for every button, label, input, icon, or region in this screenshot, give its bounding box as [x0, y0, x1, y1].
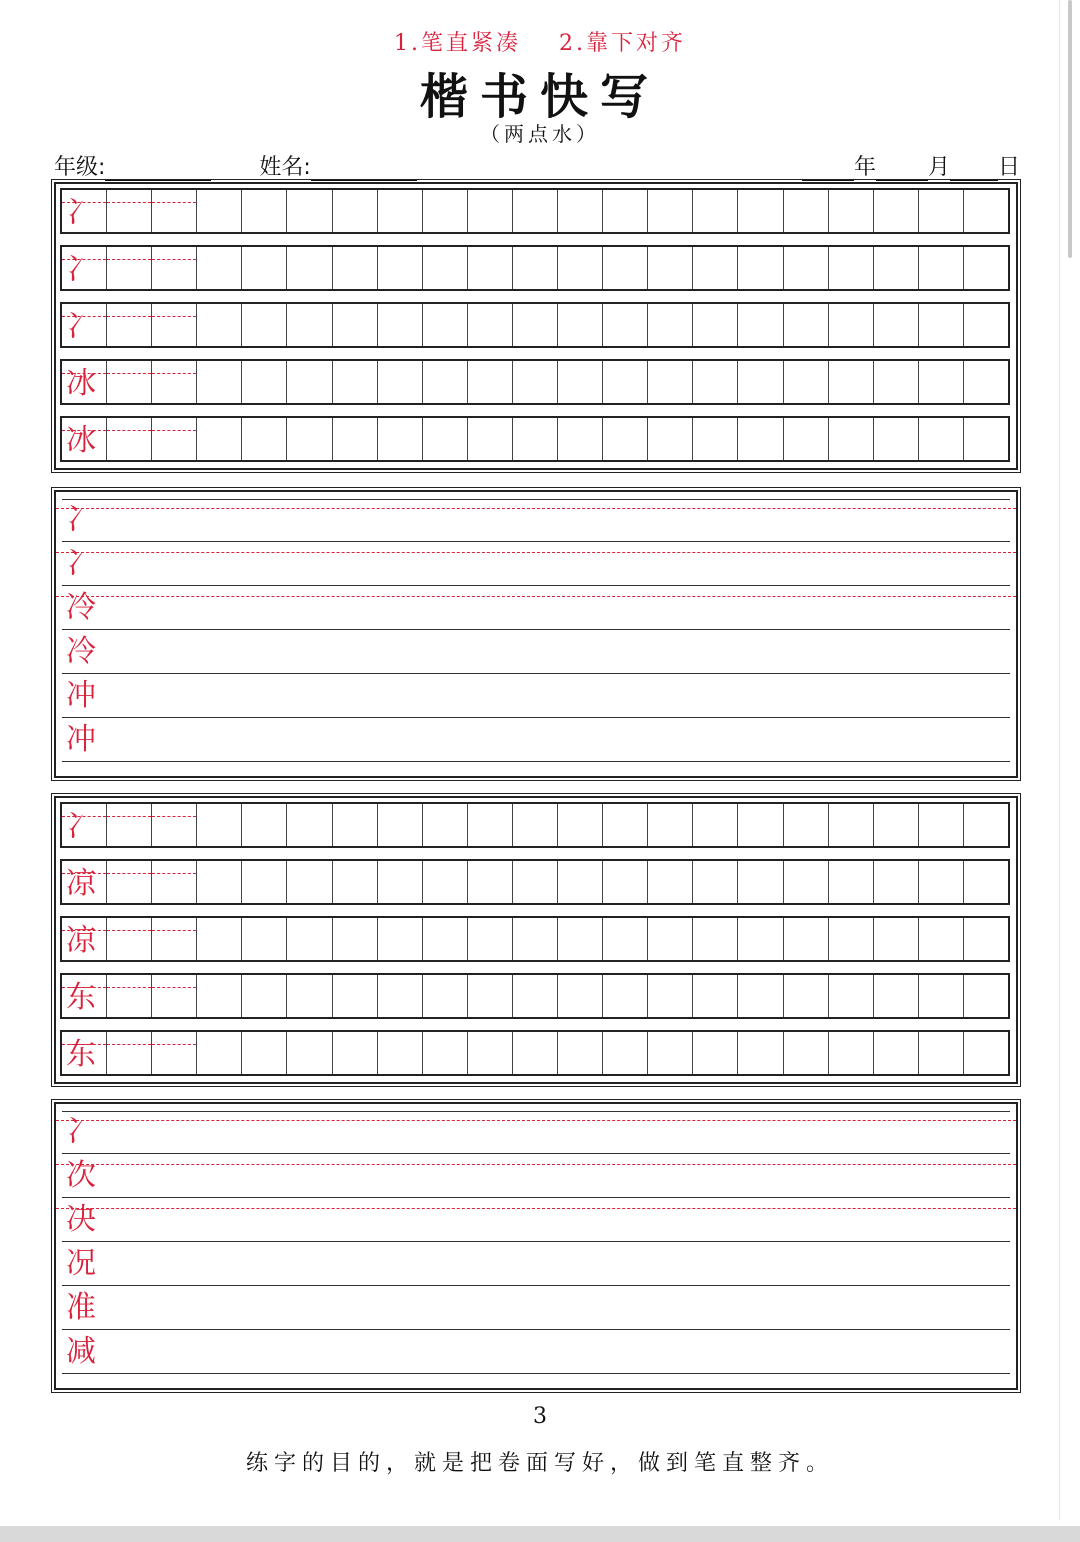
- tip-2: 2.靠下对齐: [559, 31, 686, 56]
- practice-cell[interactable]: [964, 361, 1008, 403]
- grid-row: [60, 245, 1010, 291]
- model-character: 次: [66, 1158, 96, 1193]
- writing-line[interactable]: [62, 1286, 1010, 1330]
- model-character: 冫: [66, 546, 96, 581]
- practice-cell[interactable]: [648, 190, 693, 232]
- practice-cell[interactable]: [693, 418, 738, 460]
- practice-cell[interactable]: [558, 418, 603, 460]
- year-field[interactable]: [802, 159, 854, 181]
- practice-cell[interactable]: [468, 247, 513, 289]
- practice-cell[interactable]: [333, 975, 378, 1017]
- day-field[interactable]: [950, 159, 998, 181]
- practice-cell[interactable]: [558, 918, 603, 960]
- practice-cell[interactable]: [603, 918, 648, 960]
- model-character: 减: [66, 1334, 96, 1369]
- practice-cell[interactable]: [333, 418, 378, 460]
- practice-cell[interactable]: [107, 861, 152, 903]
- practice-cell[interactable]: [197, 861, 242, 903]
- practice-cell[interactable]: [738, 918, 783, 960]
- practice-cell[interactable]: [242, 861, 287, 903]
- practice-cell[interactable]: [152, 861, 197, 903]
- guide-dash: [56, 1164, 1016, 1165]
- practice-cell[interactable]: [333, 861, 378, 903]
- practice-cell[interactable]: [603, 418, 648, 460]
- practice-cell[interactable]: [242, 247, 287, 289]
- model-character: 冷: [66, 590, 96, 625]
- model-character: 准: [66, 1290, 96, 1325]
- practice-cell[interactable]: [62, 861, 107, 903]
- practice-cell[interactable]: [152, 304, 197, 346]
- practice-cell[interactable]: [603, 304, 648, 346]
- practice-cell[interactable]: [648, 918, 693, 960]
- bottom-bar: [0, 1526, 1080, 1542]
- practice-cell[interactable]: [738, 190, 783, 232]
- model-character: 东: [66, 980, 96, 1015]
- practice-cell[interactable]: [333, 918, 378, 960]
- practice-cell[interactable]: [693, 361, 738, 403]
- practice-cell[interactable]: [738, 304, 783, 346]
- practice-cell[interactable]: [874, 918, 919, 960]
- practice-cell[interactable]: [738, 361, 783, 403]
- practice-cell[interactable]: [378, 975, 423, 1017]
- practice-cell[interactable]: [648, 975, 693, 1017]
- practice-cell[interactable]: [829, 361, 874, 403]
- guide-dash: [56, 552, 1016, 553]
- practice-cell[interactable]: [242, 975, 287, 1017]
- practice-cell[interactable]: [468, 861, 513, 903]
- grid-row: [60, 188, 1010, 234]
- practice-cell[interactable]: [242, 361, 287, 403]
- practice-cell[interactable]: [513, 361, 558, 403]
- practice-cell[interactable]: [964, 975, 1008, 1017]
- practice-cell[interactable]: [242, 190, 287, 232]
- practice-cell[interactable]: [558, 361, 603, 403]
- page-number: 3: [533, 1404, 547, 1429]
- guide-dash: [56, 508, 1016, 509]
- student-info-left: [54, 150, 417, 181]
- practice-cell[interactable]: [378, 361, 423, 403]
- practice-cell[interactable]: [423, 975, 468, 1017]
- practice-cell[interactable]: [603, 190, 648, 232]
- practice-cell[interactable]: [513, 918, 558, 960]
- practice-cell[interactable]: [738, 418, 783, 460]
- practice-cell[interactable]: [603, 861, 648, 903]
- practice-cell[interactable]: [874, 304, 919, 346]
- page-title: 楷书快写: [419, 69, 660, 125]
- practice-block-1: [54, 182, 1018, 470]
- practice-cell[interactable]: [874, 861, 919, 903]
- practice-cell[interactable]: [964, 247, 1008, 289]
- practice-cell[interactable]: [874, 190, 919, 232]
- practice-cell[interactable]: [919, 918, 964, 960]
- guide-dash: [56, 596, 1016, 597]
- practice-cell[interactable]: [784, 190, 829, 232]
- practice-cell[interactable]: [693, 804, 738, 846]
- practice-cell[interactable]: [784, 361, 829, 403]
- practice-cell[interactable]: [919, 418, 964, 460]
- practice-cell[interactable]: [242, 804, 287, 846]
- month-field[interactable]: [876, 159, 928, 181]
- practice-cell[interactable]: [919, 247, 964, 289]
- practice-cell[interactable]: [197, 418, 242, 460]
- practice-cell[interactable]: [287, 975, 332, 1017]
- practice-cell[interactable]: [784, 804, 829, 846]
- practice-cell[interactable]: [513, 247, 558, 289]
- practice-cell[interactable]: [468, 975, 513, 1017]
- practice-cell[interactable]: [152, 361, 197, 403]
- grid-row: [60, 859, 1010, 905]
- model-character: 冲: [66, 722, 96, 757]
- motto: 练字的目的，就是把卷面写好，做到笔直整齐。: [245, 1451, 834, 1476]
- tip-1: 1.笔直紧凑: [394, 31, 521, 56]
- practice-cell[interactable]: [333, 361, 378, 403]
- page-edge: [1059, 0, 1060, 1520]
- practice-cell[interactable]: [919, 190, 964, 232]
- guide-dash: [56, 1208, 1016, 1209]
- practice-cell[interactable]: [197, 918, 242, 960]
- practice-cell[interactable]: [62, 304, 107, 346]
- practice-cell[interactable]: [468, 918, 513, 960]
- writing-line[interactable]: [62, 542, 1010, 586]
- practice-cell[interactable]: [829, 304, 874, 346]
- baseline-rule: [62, 499, 1010, 500]
- writing-line[interactable]: [62, 1330, 1010, 1374]
- practice-cell[interactable]: [378, 304, 423, 346]
- practice-cell[interactable]: [423, 418, 468, 460]
- practice-cell[interactable]: [919, 361, 964, 403]
- month-label: 月: [927, 155, 950, 180]
- writing-line[interactable]: [62, 718, 1010, 762]
- practice-cell[interactable]: [513, 418, 558, 460]
- practice-cell[interactable]: [784, 975, 829, 1017]
- practice-cell[interactable]: [693, 304, 738, 346]
- practice-cell[interactable]: [287, 247, 332, 289]
- practice-cell[interactable]: [513, 975, 558, 1017]
- practice-cell[interactable]: [648, 861, 693, 903]
- practice-cell[interactable]: [197, 804, 242, 846]
- practice-cell[interactable]: [287, 418, 332, 460]
- model-character: 冷: [66, 634, 96, 669]
- model-character: 冫: [66, 252, 96, 287]
- practice-cell[interactable]: [964, 804, 1008, 846]
- practice-cell[interactable]: [287, 304, 332, 346]
- practice-cell[interactable]: [468, 190, 513, 232]
- practice-cell[interactable]: [287, 361, 332, 403]
- practice-cell[interactable]: [558, 247, 603, 289]
- name-label: 姓名:: [259, 155, 311, 180]
- page-subtitle: （两点水）: [480, 122, 600, 146]
- practice-cell[interactable]: [693, 190, 738, 232]
- practice-cell[interactable]: [287, 190, 332, 232]
- practice-cell[interactable]: [378, 918, 423, 960]
- grade-field[interactable]: [105, 159, 211, 181]
- practice-cell[interactable]: [919, 304, 964, 346]
- practice-cell[interactable]: [197, 361, 242, 403]
- practice-cell[interactable]: [603, 361, 648, 403]
- practice-cell[interactable]: [107, 361, 152, 403]
- practice-cell[interactable]: [107, 190, 152, 232]
- model-character: 凉: [66, 923, 96, 958]
- practice-cell[interactable]: [919, 804, 964, 846]
- practice-cell[interactable]: [287, 918, 332, 960]
- practice-cell[interactable]: [468, 304, 513, 346]
- practice-cell[interactable]: [558, 804, 603, 846]
- model-character: 冲: [66, 678, 96, 713]
- practice-cell[interactable]: [693, 861, 738, 903]
- practice-cell[interactable]: [558, 304, 603, 346]
- practice-cell[interactable]: [964, 190, 1008, 232]
- student-info-row: [54, 150, 1020, 182]
- writing-line[interactable]: [62, 1242, 1010, 1286]
- practice-cell[interactable]: [378, 190, 423, 232]
- date-fields: [802, 150, 1020, 181]
- writing-line[interactable]: [62, 1110, 1010, 1154]
- top-rule: [62, 1068, 1010, 1112]
- practice-cell[interactable]: [107, 304, 152, 346]
- practice-cell[interactable]: [648, 418, 693, 460]
- model-character: 冫: [66, 309, 96, 344]
- model-character: 冫: [66, 1114, 96, 1149]
- practice-cell[interactable]: [242, 418, 287, 460]
- practice-cell[interactable]: [693, 918, 738, 960]
- practice-cell[interactable]: [693, 247, 738, 289]
- practice-cell[interactable]: [874, 418, 919, 460]
- practice-cell[interactable]: [738, 861, 783, 903]
- baseline-rule: [62, 761, 1010, 762]
- practice-cell[interactable]: [829, 418, 874, 460]
- practice-cell[interactable]: [648, 361, 693, 403]
- practice-cell[interactable]: [964, 861, 1008, 903]
- practice-cell[interactable]: [62, 361, 107, 403]
- practice-cell[interactable]: [197, 247, 242, 289]
- practice-cell[interactable]: [378, 247, 423, 289]
- practice-block-4: [54, 1102, 1018, 1390]
- practice-cell[interactable]: [152, 918, 197, 960]
- practice-cell[interactable]: [152, 975, 197, 1017]
- practice-cell[interactable]: [197, 975, 242, 1017]
- practice-cell[interactable]: [784, 418, 829, 460]
- practice-cell[interactable]: [874, 361, 919, 403]
- model-character: 冰: [66, 423, 96, 458]
- writing-line[interactable]: [62, 1154, 1010, 1198]
- model-character: 东: [66, 1037, 96, 1072]
- practice-cell[interactable]: [468, 361, 513, 403]
- writing-line[interactable]: [62, 674, 1010, 718]
- practice-cell[interactable]: [423, 361, 468, 403]
- practice-cell[interactable]: [333, 190, 378, 232]
- practice-cell[interactable]: [468, 804, 513, 846]
- practice-cell[interactable]: [107, 918, 152, 960]
- practice-cell[interactable]: [423, 918, 468, 960]
- year-label: 年: [853, 155, 876, 180]
- practice-cell[interactable]: [558, 975, 603, 1017]
- practice-cell[interactable]: [62, 418, 107, 460]
- practice-cell[interactable]: [378, 418, 423, 460]
- practice-cell[interactable]: [62, 247, 107, 289]
- grid-row: [60, 916, 1010, 962]
- grid-row: [60, 973, 1010, 1019]
- grid-row: [60, 802, 1010, 848]
- practice-cell[interactable]: [603, 975, 648, 1017]
- practice-cell[interactable]: [423, 247, 468, 289]
- grid-row: [60, 302, 1010, 348]
- practice-cell[interactable]: [513, 861, 558, 903]
- practice-cell[interactable]: [964, 304, 1008, 346]
- day-label: 日: [997, 155, 1020, 180]
- practice-cell[interactable]: [829, 861, 874, 903]
- baseline-rule: [62, 1111, 1010, 1112]
- practice-cell[interactable]: [152, 190, 197, 232]
- writing-line[interactable]: [62, 630, 1010, 674]
- practice-cell[interactable]: [874, 247, 919, 289]
- model-character: 冰: [66, 366, 96, 401]
- practice-cell[interactable]: [738, 247, 783, 289]
- practice-cell[interactable]: [107, 247, 152, 289]
- practice-cell[interactable]: [693, 975, 738, 1017]
- practice-cell[interactable]: [152, 418, 197, 460]
- practice-cell[interactable]: [829, 918, 874, 960]
- practice-cell[interactable]: [603, 804, 648, 846]
- practice-cell[interactable]: [333, 304, 378, 346]
- practice-cell[interactable]: [152, 247, 197, 289]
- practice-cell[interactable]: [558, 190, 603, 232]
- grid-row: [60, 359, 1010, 405]
- practice-cell[interactable]: [287, 861, 332, 903]
- practice-cell[interactable]: [423, 190, 468, 232]
- practice-cell[interactable]: [648, 304, 693, 346]
- practice-cell[interactable]: [107, 804, 152, 846]
- practice-cell[interactable]: [648, 247, 693, 289]
- practice-cell[interactable]: [197, 304, 242, 346]
- tips-line: [0, 26, 1080, 57]
- writing-line[interactable]: [62, 498, 1010, 542]
- practice-cell[interactable]: [603, 247, 648, 289]
- practice-block-3: [54, 796, 1018, 1084]
- practice-cell[interactable]: [423, 861, 468, 903]
- model-character: 冫: [66, 809, 96, 844]
- practice-cell[interactable]: [648, 804, 693, 846]
- model-character: 冫: [66, 502, 96, 537]
- practice-block-2: [54, 490, 1018, 778]
- practice-cell[interactable]: [62, 918, 107, 960]
- practice-cell[interactable]: [513, 304, 558, 346]
- practice-cell[interactable]: [964, 418, 1008, 460]
- practice-cell[interactable]: [242, 304, 287, 346]
- practice-cell[interactable]: [829, 804, 874, 846]
- practice-cell[interactable]: [919, 861, 964, 903]
- practice-cell[interactable]: [242, 918, 287, 960]
- practice-cell[interactable]: [333, 804, 378, 846]
- practice-cell[interactable]: [738, 804, 783, 846]
- practice-cell[interactable]: [378, 861, 423, 903]
- practice-cell[interactable]: [874, 804, 919, 846]
- practice-cell[interactable]: [784, 304, 829, 346]
- name-field[interactable]: [311, 159, 417, 181]
- grade-label: 年级:: [54, 155, 106, 180]
- top-rule: [62, 456, 1010, 500]
- practice-cell[interactable]: [784, 247, 829, 289]
- writing-line[interactable]: [62, 1198, 1010, 1242]
- practice-cell[interactable]: [513, 190, 558, 232]
- practice-cell[interactable]: [287, 804, 332, 846]
- writing-line[interactable]: [62, 586, 1010, 630]
- practice-cell[interactable]: [784, 861, 829, 903]
- practice-cell[interactable]: [919, 975, 964, 1017]
- practice-cell[interactable]: [829, 190, 874, 232]
- baseline-rule: [62, 1373, 1010, 1374]
- practice-cell[interactable]: [107, 418, 152, 460]
- practice-cell[interactable]: [62, 804, 107, 846]
- model-character: 决: [66, 1202, 96, 1237]
- practice-cell[interactable]: [738, 975, 783, 1017]
- practice-cell[interactable]: [152, 804, 197, 846]
- practice-cell[interactable]: [874, 975, 919, 1017]
- practice-cell[interactable]: [107, 975, 152, 1017]
- practice-cell[interactable]: [829, 975, 874, 1017]
- practice-cell[interactable]: [423, 304, 468, 346]
- practice-cell[interactable]: [784, 918, 829, 960]
- practice-cell[interactable]: [558, 861, 603, 903]
- practice-cell[interactable]: [964, 918, 1008, 960]
- practice-cell[interactable]: [423, 804, 468, 846]
- practice-cell[interactable]: [333, 247, 378, 289]
- practice-cell[interactable]: [62, 190, 107, 232]
- practice-cell[interactable]: [197, 190, 242, 232]
- model-character: 冫: [66, 195, 96, 230]
- practice-cell[interactable]: [62, 975, 107, 1017]
- practice-cell[interactable]: [513, 804, 558, 846]
- practice-cell[interactable]: [378, 804, 423, 846]
- model-character: 凉: [66, 866, 96, 901]
- model-character: 况: [66, 1246, 96, 1281]
- guide-dash: [56, 1120, 1016, 1121]
- practice-cell[interactable]: [468, 418, 513, 460]
- practice-cell[interactable]: [829, 247, 874, 289]
